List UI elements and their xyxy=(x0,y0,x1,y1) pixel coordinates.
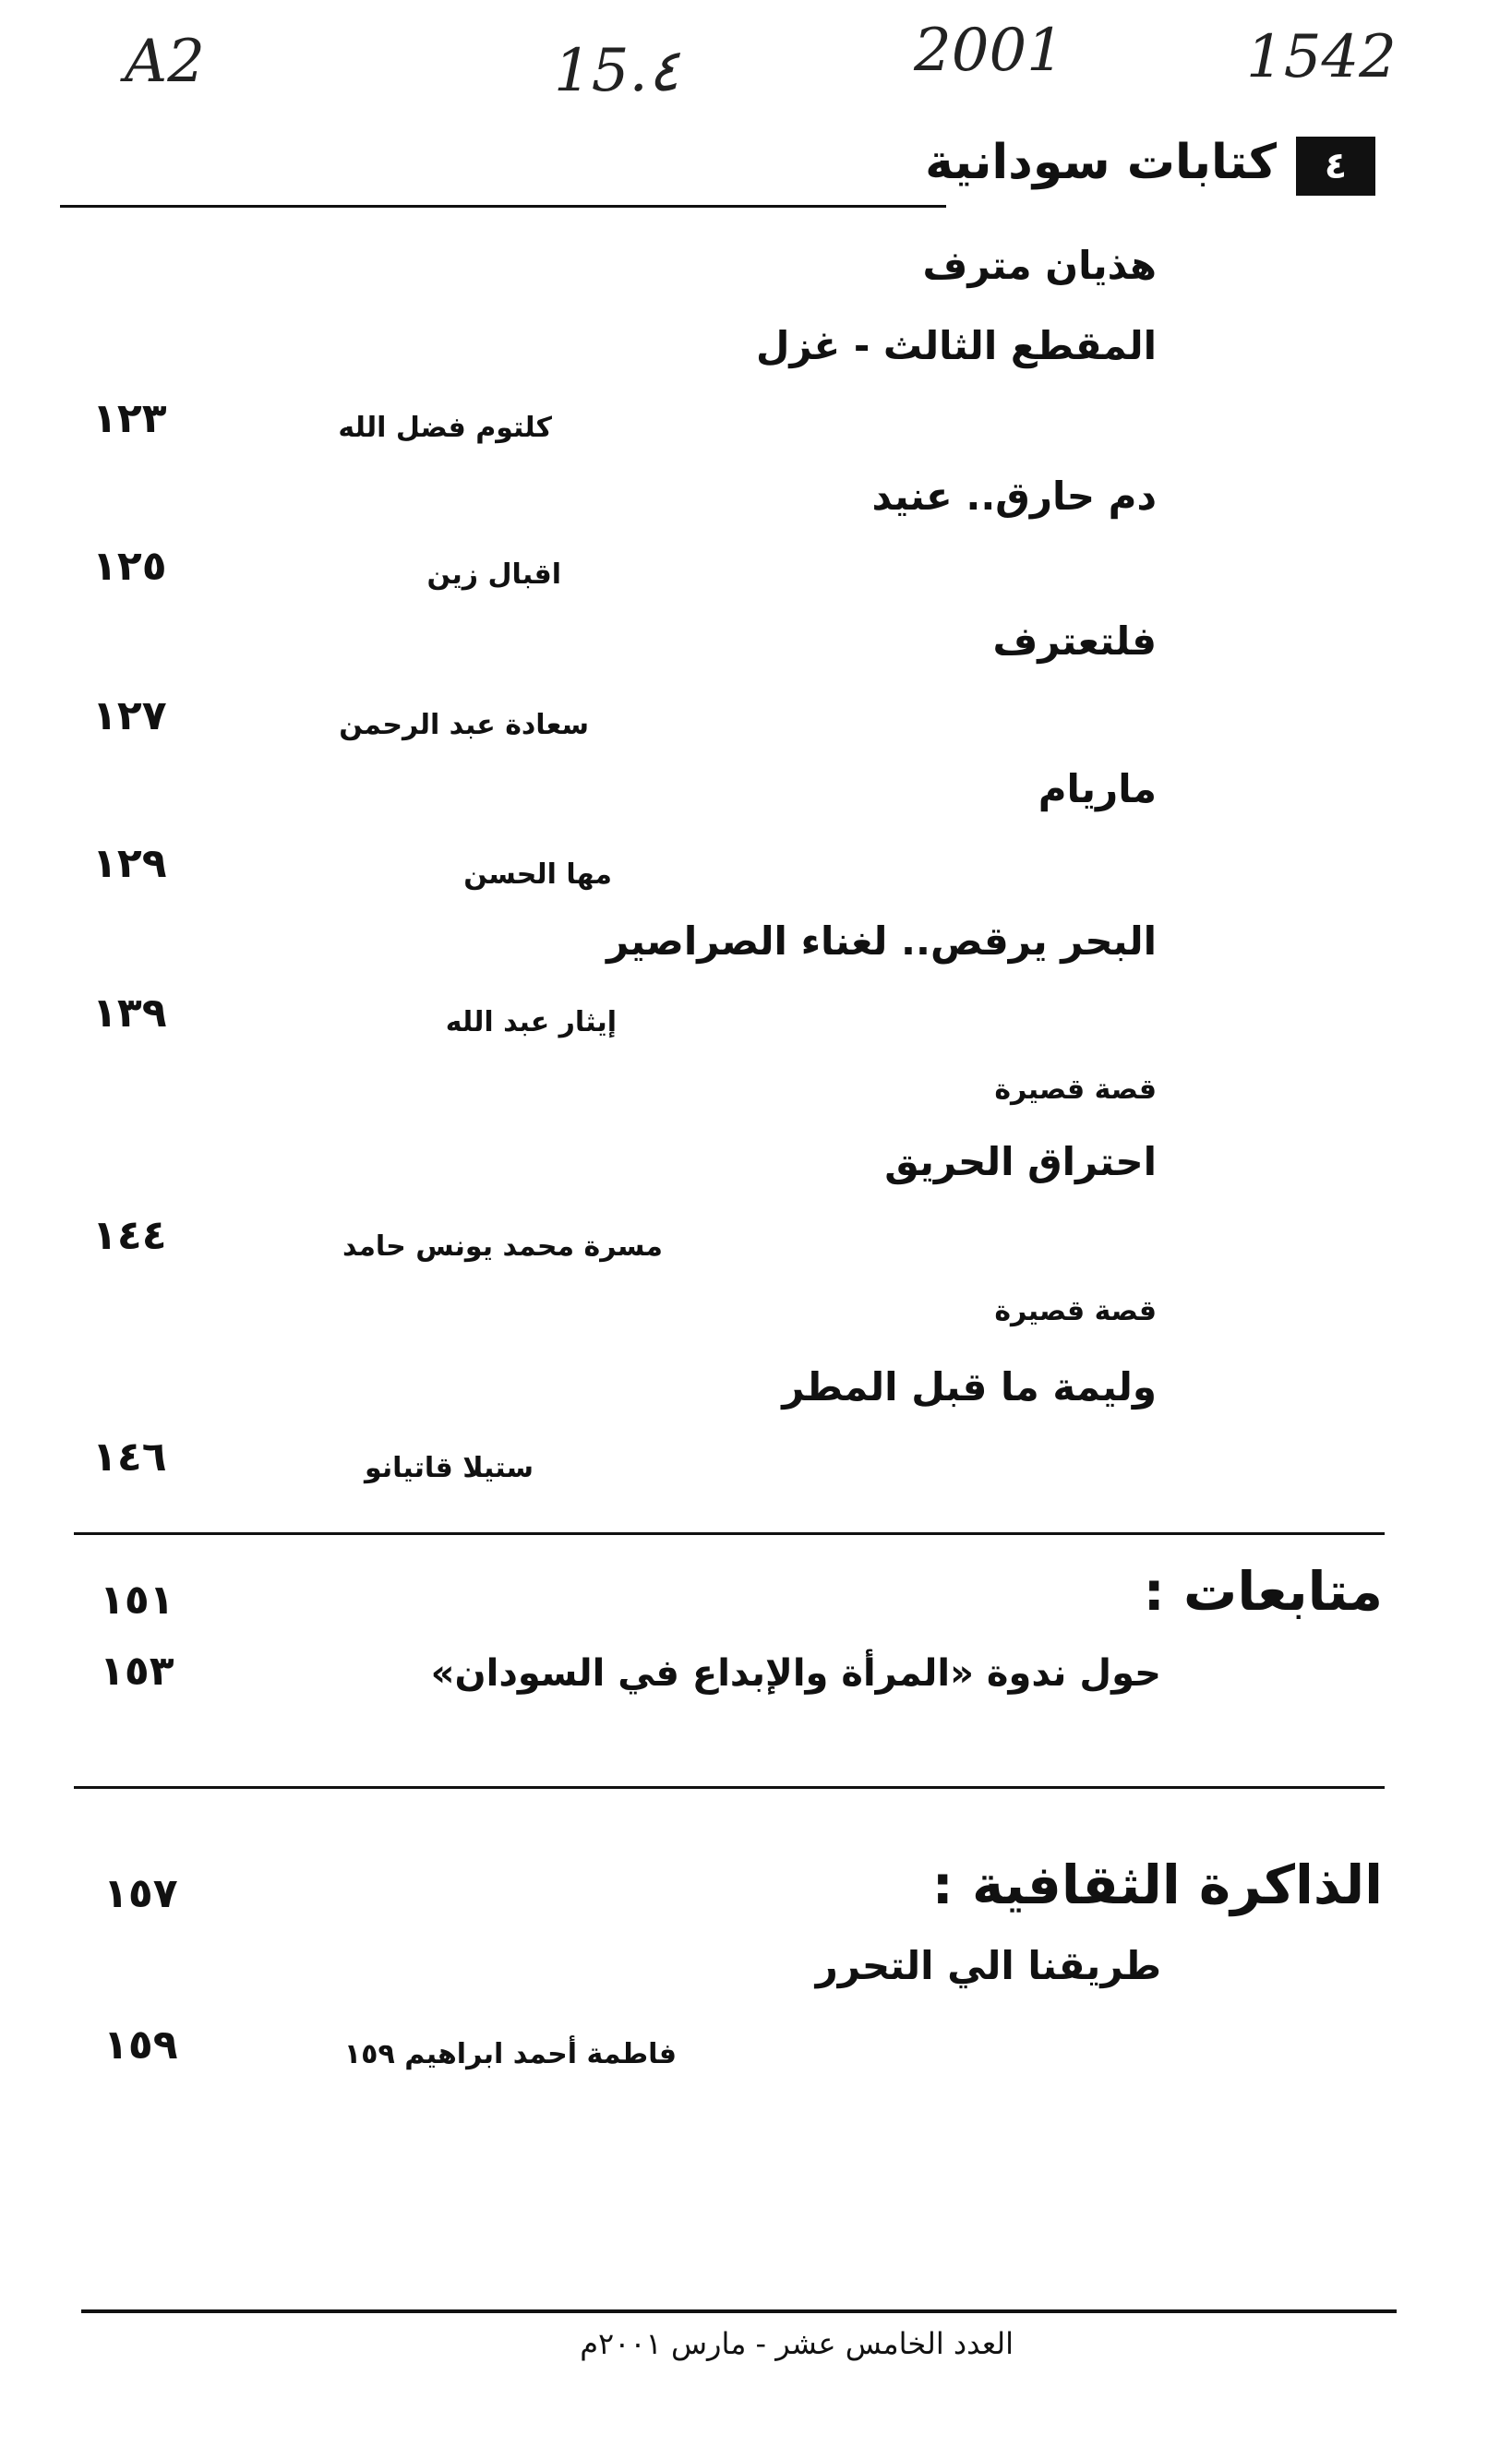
cultural-memory-item-page-number: ١٥٩ xyxy=(103,2021,178,2069)
entry-author: سعادة عبد الرحمن xyxy=(339,709,589,741)
cultural-memory-heading: الذاكرة الثقافية : xyxy=(931,1853,1383,1916)
follow-ups-item-title: حول ندوة «المرأة والإبداع في السودان» xyxy=(430,1652,1161,1695)
footer-issue-date: العدد الخامس عشر - مارس ٢٠٠١م xyxy=(580,2326,1014,2361)
handwritten-note-number: 1542 xyxy=(1246,23,1397,91)
entry-title: دم حارق.. عنيد xyxy=(871,474,1157,519)
entry-title: فلتعترف xyxy=(992,618,1157,664)
handwritten-note-year: 2001 xyxy=(914,17,1064,85)
entry-title: احتراق الحريق xyxy=(884,1139,1157,1184)
entry-title: وليمة ما قبل المطر xyxy=(782,1364,1157,1409)
entry-page-number: ١٣٩ xyxy=(92,990,167,1037)
entry-author: ستيلا قاتيانو xyxy=(365,1452,534,1484)
entry-author: مسرة محمد يونس حامد xyxy=(342,1230,663,1263)
follow-ups-page-number: ١٥١ xyxy=(100,1577,174,1624)
footer-rule xyxy=(81,2309,1397,2313)
cultural-memory-item-title: طريقنا الي التحرر xyxy=(815,1943,1161,1988)
handwritten-note-date: 15.٤ xyxy=(554,37,680,105)
header-rule xyxy=(60,205,946,208)
header-page-badge: ٤ xyxy=(1296,137,1375,196)
follow-ups-heading: متابعات : xyxy=(1143,1560,1383,1623)
entry-label: قصة قصيرة xyxy=(994,1295,1157,1327)
entry-page-number: ١٤٤ xyxy=(92,1212,167,1259)
section-divider xyxy=(74,1786,1385,1789)
entry-page-number: ١٤٦ xyxy=(92,1433,167,1481)
handwritten-note-a2: A2 xyxy=(125,28,205,96)
cultural-memory-page-number: ١٥٧ xyxy=(103,1870,178,1917)
section-divider xyxy=(74,1532,1385,1535)
entry-page-number: ١٢٩ xyxy=(92,840,167,887)
entry-page-number: ١٢٧ xyxy=(92,692,167,739)
entry-title: هذيان مترف xyxy=(922,243,1157,288)
entry-author: اقبال زين xyxy=(426,558,561,591)
entry-page-number: ١٢٣ xyxy=(92,395,167,442)
cultural-memory-author: فاطمة أحمد ابراهيم ١٥٩ xyxy=(343,2038,677,2070)
entry-title: ماريام xyxy=(1038,766,1157,811)
follow-ups-item-page-number: ١٥٣ xyxy=(100,1648,174,1695)
entry-title: البحر يرقص.. لغناء الصراصير xyxy=(606,918,1157,964)
header-title: كتابات سودانية xyxy=(925,135,1277,190)
entry-title: المقطع الثالث - غزل xyxy=(755,323,1157,368)
entry-author: كلتوم فضل الله xyxy=(338,412,552,444)
entry-page-number: ١٢٥ xyxy=(92,543,167,590)
entry-author: إيثار عبد الله xyxy=(445,1006,617,1038)
entry-label: قصة قصيرة xyxy=(994,1074,1157,1106)
entry-author: مها الحسن xyxy=(463,858,612,891)
